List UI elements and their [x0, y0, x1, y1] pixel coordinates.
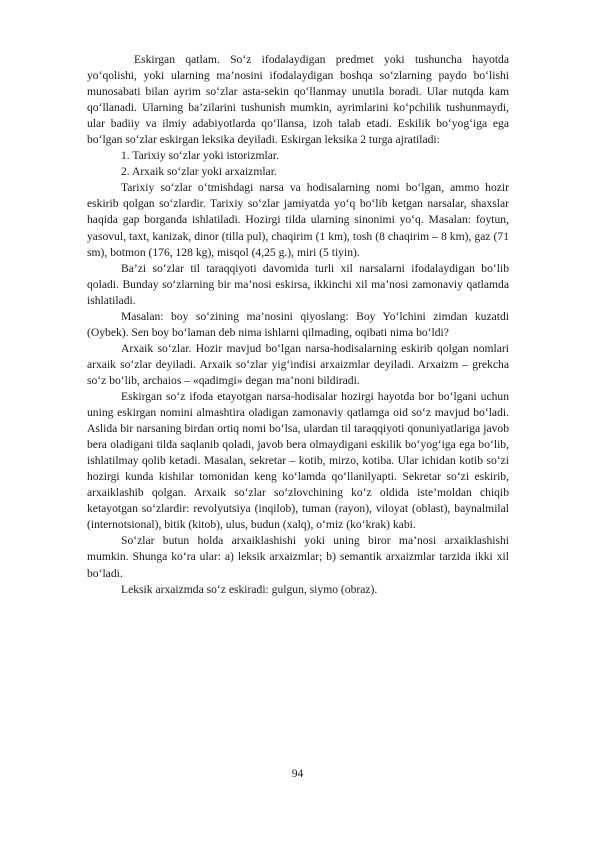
paragraph-masalan-boy: Masalan: boy so‘zining ma’nosini qiyoslang: Boy Yo‘lchini zimdan kuzatdi (Oybek). Sen boy bo‘laman deb nima ishlarni qilmading, oqibati nima bo‘ldi? — [87, 309, 509, 339]
list-item-arxaik: 2. Arxaik so‘zlar yoki arxaizmlar. — [121, 165, 277, 179]
page-number: 94 — [291, 767, 304, 780]
paragraph-taraqqiyot: Ba’zi so‘zlar til taraqqiyoti davomida turli xil narsalarni ifodalaydigan bo‘lib qoladi. Bunday so‘zlarning bir ma’nosi eskirsa, ikkinchi xil ma’nosi zamonaviy qatlamda ishlatiladi. — [87, 261, 509, 307]
list-item-tarixiy: 1. Tarixiy so‘zlar yoki istorizmlar. — [121, 149, 280, 163]
document-page — [87, 52, 509, 598]
paragraph-arxaiklashish: So‘zlar butun holda arxaiklashishi yoki uning biror ma’nosi arxaiklashishi mumkin. Shunga ko‘ra ular: a) leksik arxaizmlar; b) semantik arxaizmlar tarzida ikki xil bo‘ladi. — [87, 534, 509, 580]
paragraph-arxaik-sozlar: Arxaik so‘zlar. Hozir mavjud bo‘lgan narsa-hodisalarning eskirib qolgan nomlari arxaik so‘zlar deyiladi. Arxaik so‘zlar yig‘indisi arxaizmlar deyiladi. Arxaizm – grekcha so‘z bo‘lib, archaios – «qadimgi» degan ma’noni bildiradi. — [87, 341, 509, 387]
paragraph-leksik-arxaizm: Leksik arxaizmda so‘z eskiradi: gulgun, siymo (obraz). — [121, 582, 378, 596]
paragraph-eskirgan-qatlam: Eskirgan qatlam. So‘z ifodalaydigan predmet yoki tushuncha hayotda yo‘qolishi, yoki ularning ma’nosini ifodalaydigan boshqa so‘zlarning paydo bo‘lishi munosabati bilan ayrim so‘zlar asta-sekin qo‘llanmay unutila boradi. Ular nutqda kam qo‘llanadi. Ularning ba’zilarini tushunish mumkin, ayrimlarini ko‘pchilik tushunmaydi, ular badiiy va ilmiy adabiyotlarda qo‘llansa, izoh talab etadi. Eskilik bo‘yog‘iga ega bo‘lgan so‘zlar eskirgan leksika deyiladi. Eskirgan leksika 2 turga ajratiladi: — [87, 53, 509, 147]
paragraph-tarixiy-sozlar: Tarixiy so‘zlar o‘tmishdagi narsa va hodisalarning nomi bo‘lgan, ammo hozir eskirib qolgan so‘zlardir. Tarixiy so‘zlar jamiyatda yo‘q bo‘lib ketgan narsalar, shaxslar haqida gap borganda ishlatiladi. Hozirgi tilda ularning sinonimi yo‘q. Masalan: foytun, yasovul, taxt, kanizak, dinor (tilla pul), chaqirim (1 km), tosh (8 chaqirim – 8 km), gaz (71 sm), botmon (176, 128 kg), misqol (4,25 g.), miri (5 tiyin). — [87, 181, 509, 259]
paragraph-eskirgan-soz: Eskirgan so‘z ifoda etayotgan narsa-hodisalar hozirgi hayotda bor bo‘lgani uchun uning eskirgan nomini almashtira oladigan zamonaviy qatlamga oid so‘z mavjud bo‘ladi. Aslida bir narsaning birdan ortiq nomi bo‘lsa, ulardan til taraqqiyoti qonuniyatlariga javob bera oladigani tilda saqlanib qoladi, javob bera olmaydigani eskilik bo‘yog‘iga ega bo‘lib, ishlatilmay qolib ketadi. Masalan, sekretar – kotib, mirzo, kotiba. Ular ichidan kotib so‘zi hozirgi kunda kishilar tomonidan keng ko‘lamda qo‘llanilyapti. Sekretar so‘zi eskirib, arxaiklashib qolgan. Arxaik so‘zlar so‘zlovchining ko‘z oldida iste’moldan chiqib ketayotgan so‘zlardir: revolyutsiya (inqilob), tuman (rayon), viloyat (oblast), baynalmilal (internotsional), bitik (kitob), ulus, budun (xalq), o‘miz (ko‘krak) kabi. — [87, 389, 509, 532]
